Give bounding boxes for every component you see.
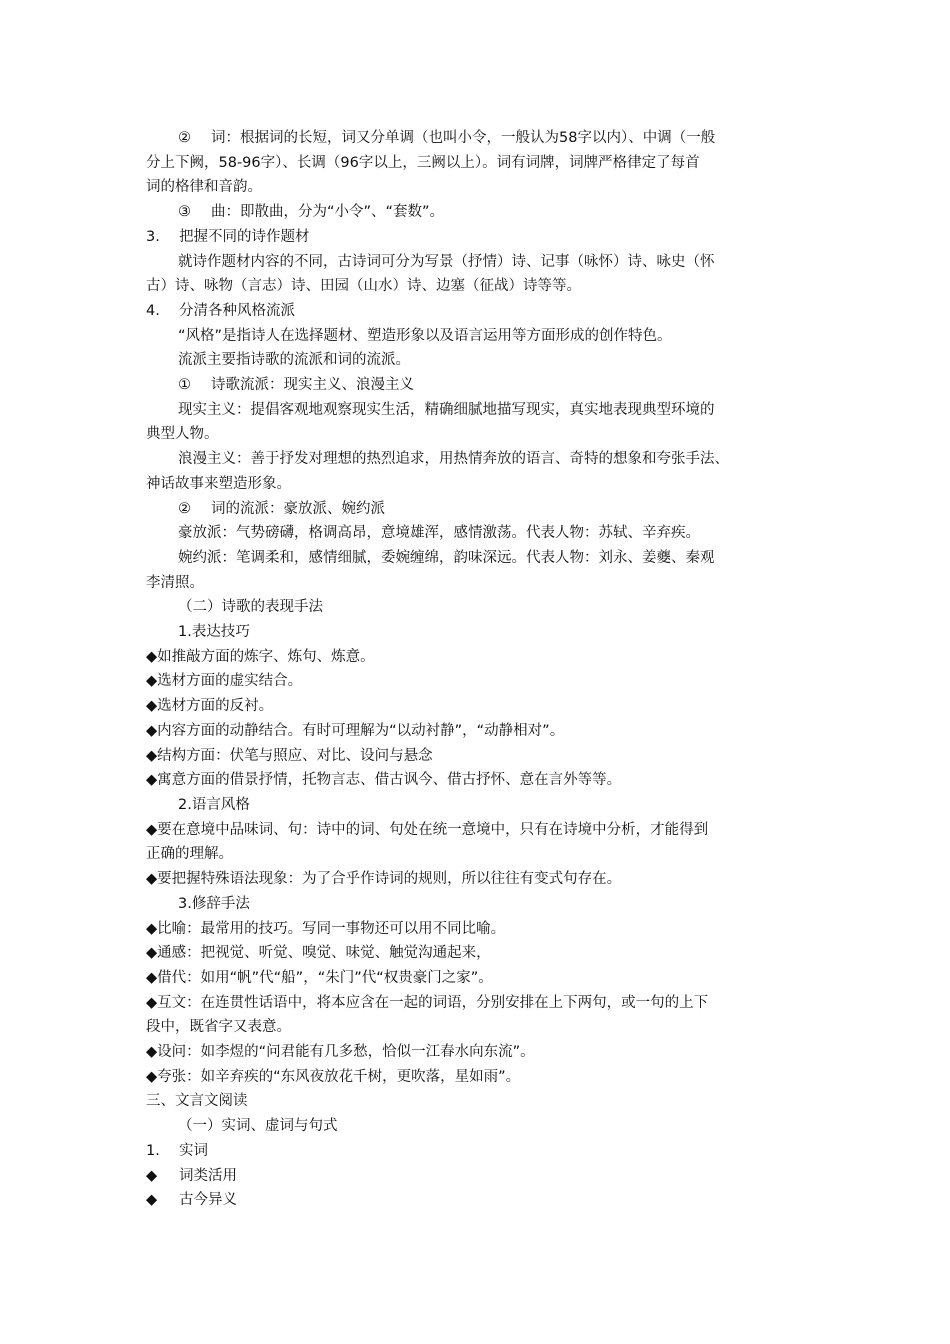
list-marker: ② (178, 500, 191, 517)
list-item (146, 1188, 811, 1213)
heading-text: 把握不同的诗作题材 (179, 228, 310, 245)
list-item (146, 1164, 811, 1189)
list-number: 3. (146, 228, 160, 245)
paragraph-ci-cont: 分上下阙，58-96字）、长调（96字以上，三阙以上）。词有词牌，词牌严格律定了每首 (146, 154, 700, 171)
list-marker: ③ (178, 204, 191, 221)
paragraph-text: 词：根据词的长短，词又分单调（也叫小令，一般认为58字以内）、中调（一般 (211, 130, 716, 146)
subsection-heading: （一）实词、虚词与句式 (178, 1118, 338, 1135)
section-heading (146, 299, 811, 324)
heading-text: 实词 (179, 1142, 208, 1159)
paragraph-qu (146, 200, 811, 225)
subsection-heading: 2.语言风格 (178, 796, 250, 813)
section-heading (146, 1139, 811, 1164)
bullet-item: ◆通感：把视觉、听觉、嗅觉、味觉、触觉沟通起来， (146, 945, 491, 962)
bullet-item: ◆结构方面：伏笔与照应、对比、设问与悬念 (146, 747, 433, 764)
paragraph-liupai: 流派主要指诗歌的流派和词的流派。 (178, 352, 410, 369)
bullet-marker: ◆ (146, 1192, 158, 1209)
bullet-item: ◆比喻：最常用的技巧。写同一事物还可以用不同比喻。 (146, 920, 506, 937)
paragraph-text: 诗歌流派：现实主义、浪漫主义 (211, 377, 414, 394)
paragraph-shige-liupai (146, 373, 811, 398)
paragraph-text: 词的流派：豪放派、婉约派 (211, 500, 385, 517)
paragraph-langman: 浪漫主义：善于抒发对理想的热烈追求，用热情奔放的语言、奇特的想象和夸张手法、 (178, 451, 729, 468)
list-item-text: 词类活用 (179, 1167, 237, 1184)
paragraph-xianshi: 现实主义：提倡客观地观察现实生活，精确细腻地描写现实，真实地表现典型环境的 (178, 401, 715, 418)
paragraph-ci-liupai (146, 497, 811, 522)
paragraph-haofang: 豪放派：气势磅礴，格调高昂，意境雄浑，感情激荡。代表人物：苏轼、辛弃疾。 (178, 525, 700, 542)
bullet-item-cont: 段中，既省字又表意。 (146, 1019, 291, 1036)
bullet-item: ◆选材方面的反衬。 (146, 698, 274, 715)
paragraph-ticai: 就诗作题材内容的不同，古诗词可分为写景（抒情）诗、记事（咏怀）诗、咏史（怀 (178, 253, 715, 270)
list-number: 4. (146, 302, 160, 319)
list-number: 1. (146, 1142, 160, 1159)
bullet-item: ◆设问：如李煜的“问君能有几多愁，恰似一江春水向东流”。 (146, 1044, 535, 1061)
list-marker: ② (178, 130, 191, 146)
subsection-heading: （二）诗歌的表现手法 (178, 599, 323, 616)
bullet-item-cont: 正确的理解。 (146, 846, 233, 863)
subsection-heading: 1.表达技巧 (178, 624, 250, 641)
paragraph-langman-cont: 神话故事来塑造形象。 (146, 475, 291, 492)
paragraph-text: 曲：即散曲，分为“小令”、“套数”。 (211, 204, 445, 221)
heading-text: 分清各种风格流派 (179, 302, 295, 319)
paragraph-wanyue: 婉约派：笔调柔和，感情细腻，委婉缠绵，韵味深远。代表人物：刘永、姜夔、秦观 (178, 549, 715, 566)
bullet-item: ◆寓意方面的借景抒情，托物言志、借古讽今、借古抒怀、意在言外等等。 (146, 772, 622, 789)
paragraph-ticai-cont: 古）诗、咏物（言志）诗、田园（山水）诗、边塞（征战）诗等等。 (146, 278, 581, 295)
bullet-item: ◆要在意境中品味词、句：诗中的词、句处在统一意境中，只有在诗境中分析，才能得到 (146, 821, 709, 838)
paragraph-wanyue-cont: 李清照。 (146, 574, 204, 591)
paragraph-xianshi-cont: 典型人物。 (146, 426, 219, 443)
paragraph-fengge: “风格”是指诗人在选择题材、塑造形象以及语言运用等方面形成的创作特色。 (178, 327, 672, 344)
list-marker: ① (178, 377, 191, 394)
bullet-item: ◆借代：如用“帆”代“船”，“朱门”代“权贵豪门之家”。 (146, 969, 493, 986)
bullet-item: ◆内容方面的动静结合。有时可理解为“以动衬静”，“动静相对”。 (146, 722, 565, 739)
bullet-item: ◆互文：在连贯性话语中，将本应含在一起的词语，分别安排在上下两句，或一句的上下 (146, 994, 709, 1011)
bullet-item: ◆要把握特殊语法现象：为了合乎作诗词的规则，所以往往有变式句存在。 (146, 871, 622, 888)
document-body (146, 126, 811, 1213)
list-item-text: 古今异义 (179, 1192, 237, 1209)
bullet-item: ◆夸张：如辛弃疾的“东风夜放花千树，更吹落，星如雨”。 (146, 1068, 521, 1085)
chapter-heading: 三、文言文阅读 (146, 1093, 248, 1110)
paragraph-ci (146, 126, 811, 151)
bullet-marker: ◆ (146, 1167, 158, 1184)
section-heading (146, 225, 811, 250)
subsection-heading: 3.修辞手法 (178, 895, 250, 912)
bullet-item: ◆如推敲方面的炼字、炼句、炼意。 (146, 648, 375, 665)
bullet-item: ◆选材方面的虚实结合。 (146, 673, 303, 690)
paragraph-ci-cont: 词的格律和音韵。 (146, 179, 262, 196)
